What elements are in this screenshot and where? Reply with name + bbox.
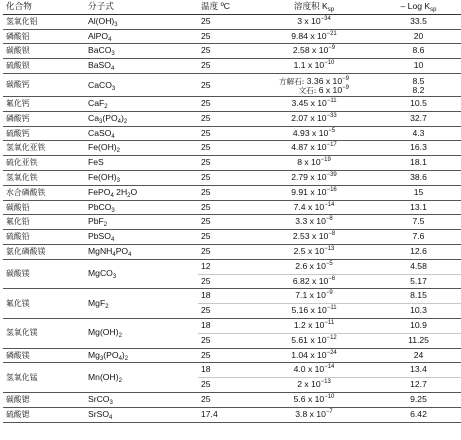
- temperature-value: 18: [201, 319, 211, 330]
- solubility-product-table: [3, 0, 461, 423]
- compound-formula: SrCO$_3$: [88, 393, 113, 406]
- table-row: [3, 215, 461, 230]
- log-ksp-value: 10.3: [410, 305, 427, 316]
- table-row: [3, 407, 461, 422]
- header-ksp: [259, 0, 369, 14]
- temperature-value: 25: [201, 157, 211, 168]
- table-row: [3, 141, 461, 156]
- log-ksp-value: 12.6: [410, 245, 427, 256]
- log-ksp-value: 12.7: [410, 379, 427, 390]
- compound-formula: CaCO$_3$: [88, 79, 116, 92]
- compound-formula: $Mn(OH)_2$: [88, 371, 122, 384]
- compound-formula: $Mg_3(PO_4)_2$: [88, 349, 129, 362]
- compound-name: 碳酸铅: [6, 202, 30, 212]
- temperature-value: 25: [201, 393, 211, 404]
- ksp-value: 2.6 x $10^{-5}$: [295, 260, 333, 271]
- compound-name: 水合磷酸铁: [6, 187, 46, 197]
- table-row: [3, 200, 461, 215]
- ksp-value: 1.2 x $10^{-11}$: [293, 319, 335, 330]
- compound-formula: PbCO$_3$: [88, 201, 115, 214]
- compound-name: 磷酸铝: [6, 31, 30, 41]
- compound-formula: MgCO$_3$: [88, 268, 117, 281]
- table-row: [3, 259, 461, 274]
- ksp-stacked-values: [279, 77, 349, 95]
- log-ksp-value: 10.9: [410, 319, 427, 330]
- log-ksp-value: 4.58: [410, 260, 427, 271]
- temperature-value: 25: [201, 231, 211, 242]
- table-row: [3, 44, 461, 59]
- ksp-value: [259, 73, 369, 96]
- table-header-row: [3, 0, 461, 14]
- temperature-value: 25: [201, 305, 211, 316]
- log-ksp-value: 8.6: [412, 45, 425, 56]
- compound-formula: $Al(OH)_3$: [88, 15, 118, 28]
- compound-name: 碳酸钙: [6, 79, 30, 89]
- log-ksp-value: 8.15: [410, 290, 427, 301]
- log-ksp-value: 6.42: [410, 408, 427, 419]
- ksp-value: 5.6 x $10^{-10}$: [293, 393, 335, 404]
- compound-name: 碳酸锶: [6, 394, 30, 404]
- ksp-value: 2.07 x $10^{-33}$: [291, 112, 337, 123]
- compound-name: 硫酸钡: [6, 61, 30, 71]
- ksp-value: 3.8 x $10^{-7}$: [295, 408, 333, 419]
- compound-name: 氟化钙: [6, 98, 30, 108]
- table-row: [3, 289, 461, 304]
- compound-name: 磷酸钙: [6, 113, 30, 123]
- table-body: [3, 14, 461, 422]
- ksp-value: 8 x $10^{-19}$: [297, 157, 331, 168]
- ksp-line: 方解石: 3.36 x $10^{-9}$: [279, 75, 349, 86]
- table-row: [3, 348, 461, 363]
- log-ksp-value: 10.5: [410, 97, 427, 108]
- ksp-value: 9.91 x $10^{-16}$: [291, 186, 337, 197]
- temperature-value: 18: [201, 290, 211, 301]
- log-line: 8.2: [412, 84, 425, 95]
- compound-formula: AlPO$_4$: [88, 30, 112, 43]
- log-ksp-value: 33.5: [410, 15, 427, 26]
- compound-name: 氟化镁: [6, 298, 30, 308]
- table-row: [3, 392, 461, 407]
- ksp-value: 2.79 x $10^{-39}$: [291, 171, 337, 182]
- compound-formula: FeS: [88, 157, 104, 168]
- ksp-value: 4.93 x $10^{-5}$: [292, 127, 336, 138]
- header-temperature: 温度 ºC: [198, 0, 259, 14]
- table-row: [3, 156, 461, 171]
- log-ksp-value: 18.1: [410, 157, 427, 168]
- ksp-value: 2 x $10^{-13}$: [297, 379, 331, 390]
- mineral-label: 文石:: [298, 85, 317, 95]
- compound-name: 氢氧化锰: [6, 372, 38, 382]
- compound-formula: FePO$_4$ $2H_2O$: [88, 186, 138, 199]
- temperature-value: 25: [201, 79, 211, 90]
- header-log-text: – Log K: [400, 1, 431, 11]
- temperature-value: 25: [201, 171, 211, 182]
- log-line: 8.5: [412, 75, 425, 86]
- ksp-value: 7.4 x $10^{-14}$: [293, 201, 335, 212]
- table-row: [3, 230, 461, 245]
- compound-name: 氢氧化铝: [6, 16, 38, 26]
- log-ksp-value: 5.17: [410, 275, 427, 286]
- ksp-line: 文石: 6 x $10^{-9}$: [298, 84, 349, 95]
- log-ksp-value: 16.3: [410, 142, 427, 153]
- header-ksp-sub: sp: [327, 7, 335, 13]
- compound-formula: PbF$_2$: [88, 216, 108, 229]
- compound-name: 硫酸铅: [6, 232, 30, 242]
- compound-name: 氟化铅: [6, 217, 30, 227]
- temperature-value: 25: [201, 216, 211, 227]
- compound-formula: $Fe(OH)_3$: [88, 171, 120, 184]
- temperature-value: 25: [201, 186, 211, 197]
- header-formula: 分子式: [85, 0, 198, 14]
- ksp-value: 1.04 x $10^{-24}$: [291, 349, 337, 360]
- log-ksp-value: 10: [413, 60, 424, 71]
- table-row: [3, 318, 461, 333]
- header-log-sub: sp: [430, 7, 437, 13]
- log-ksp-value: 7.6: [412, 231, 425, 242]
- log-ksp-value: 4.3: [412, 127, 425, 138]
- table-row: [3, 111, 461, 126]
- compound-name: 硫酸锶: [6, 409, 30, 419]
- log-ksp-value: 24: [413, 349, 424, 360]
- temperature-value: 17.4: [201, 408, 218, 419]
- log-ksp-value: 11.25: [408, 334, 429, 345]
- ksp-value: 2.5 x $10^{-13}$: [293, 245, 335, 256]
- log-ksp-value: 38.6: [410, 171, 427, 182]
- ksp-value: 7.1 x $10^{-9}$: [295, 290, 333, 301]
- table-row: [3, 126, 461, 141]
- compound-formula: PbSO$_4$: [88, 231, 115, 244]
- ksp-value: 4.87 x $10^{-17}$: [291, 142, 337, 153]
- compound-formula: BaSO$_4$: [88, 60, 115, 73]
- compound-name: 硫酸钙: [6, 128, 30, 138]
- log-ksp-value: 7.5: [412, 216, 425, 227]
- temperature-value: 25: [201, 349, 211, 360]
- temperature-value: 25: [201, 127, 211, 138]
- log-stacked-values: [413, 77, 425, 95]
- ksp-value: 9.84 x $10^{-21}$: [291, 30, 337, 41]
- mineral-label: 方解石:: [279, 76, 305, 86]
- temperature-value: 12: [201, 260, 211, 271]
- table-row: [3, 363, 461, 378]
- compound-name: 硫化亚铁: [6, 158, 38, 168]
- log-ksp-value: 15: [413, 186, 424, 197]
- compound-name: 氢氧化亚铁: [6, 143, 46, 153]
- table-row: [3, 96, 461, 111]
- ksp-value: 3.45 x $10^{-11}$: [291, 97, 337, 108]
- header-ksp-text: 溶度积 K: [293, 1, 328, 11]
- temperature-value: 25: [201, 142, 211, 153]
- compound-name: 氢氧化镁: [6, 328, 38, 338]
- temperature-value: 25: [201, 45, 211, 56]
- table-row: [3, 244, 461, 259]
- temperature-value: 25: [201, 60, 211, 71]
- compound-formula: $MgNH_4PO_4$: [88, 245, 132, 258]
- temperature-value: 25: [201, 245, 211, 256]
- header-compound: 化合物: [3, 0, 85, 14]
- table-row: [3, 170, 461, 185]
- temperature-value: 25: [201, 275, 211, 286]
- compound-formula: $Ca_3(PO_4)_2$: [88, 112, 128, 125]
- compound-name: 氢氧化铁: [6, 172, 38, 182]
- table-row: [3, 14, 461, 29]
- temperature-value: 25: [201, 15, 211, 26]
- temperature-value: 25: [201, 112, 211, 123]
- temperature-value: 25: [201, 30, 211, 41]
- ksp-value: 5.61 x $10^{-12}$: [291, 334, 337, 345]
- ksp-value: 6.82 x $10^{-6}$: [292, 275, 336, 286]
- table-row: [3, 59, 461, 74]
- log-ksp-value: 32.7: [410, 112, 427, 123]
- log-ksp-value: 13.4: [410, 364, 427, 375]
- table-row: [3, 185, 461, 200]
- temperature-value: 25: [201, 379, 211, 390]
- log-ksp-value: 9.25: [410, 393, 427, 404]
- compound-name: 碳酸钡: [6, 46, 30, 56]
- ksp-value: 2.58 x $10^{-9}$: [292, 45, 336, 56]
- compound-name: 氨化磷酸镁: [6, 246, 46, 256]
- compound-formula: $Mg(OH)_2$: [88, 327, 122, 340]
- temperature-value: 25: [201, 201, 211, 212]
- log-ksp-value: [369, 73, 461, 96]
- ksp-value: 5.16 x $10^{-11}$: [291, 305, 337, 316]
- compound-formula: SrSO$_4$: [88, 408, 113, 421]
- table-row: [3, 73, 461, 96]
- ksp-value: 4.0 x $10^{-14}$: [293, 364, 335, 375]
- log-ksp-value: 13.1: [410, 201, 427, 212]
- compound-formula: $Fe(OH)_2$: [88, 142, 120, 155]
- ksp-value: 2.53 x $10^{-8}$: [292, 231, 336, 242]
- ksp-value: 3 x $10^{-34}$: [297, 15, 331, 26]
- compound-name: 碳酸镁: [6, 269, 30, 279]
- temperature-value: 25: [201, 334, 211, 345]
- temperature-value: 25: [201, 97, 211, 108]
- compound-formula: CaF$_2$: [88, 97, 108, 110]
- ksp-value: 3.3 x $10^{-8}$: [295, 216, 333, 227]
- compound-name: 磷酸镁: [6, 350, 30, 360]
- header-log-ksp: [369, 0, 461, 14]
- compound-formula: CaSO$_4$: [88, 127, 115, 140]
- temperature-value: 18: [201, 364, 211, 375]
- ksp-value: 1.1 x $10^{-10}$: [293, 60, 335, 71]
- log-ksp-value: 20: [413, 30, 424, 41]
- compound-formula: BaCO$_3$: [88, 45, 115, 58]
- table-row: [3, 29, 461, 44]
- compound-formula: MgF$_2$: [88, 297, 109, 310]
